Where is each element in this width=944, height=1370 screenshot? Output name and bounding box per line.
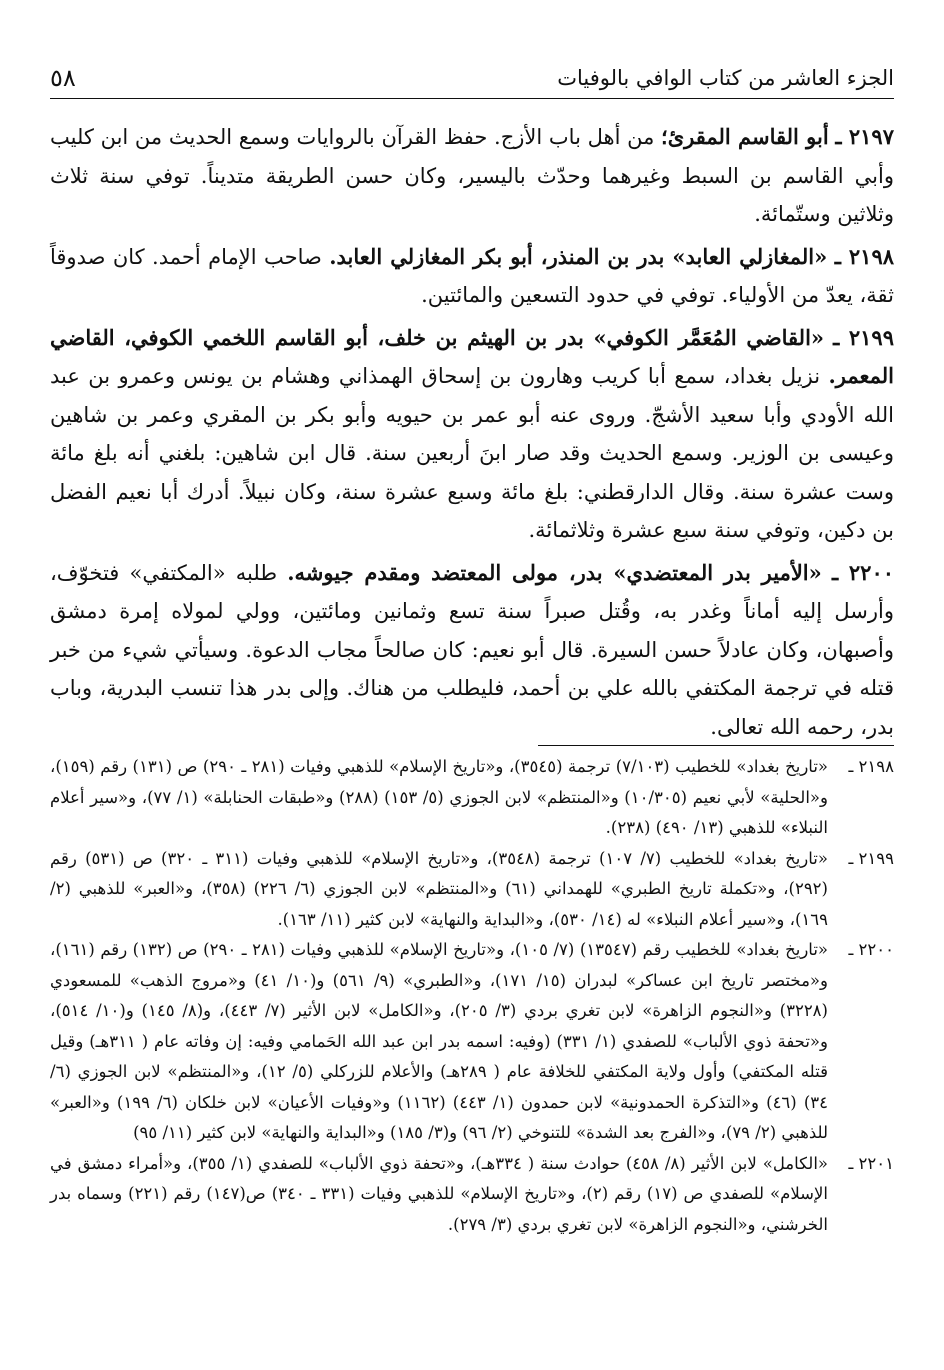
footnotes [50, 752, 894, 1240]
footnote-number: ٢١٩٨ ـ [848, 757, 894, 776]
entry-text: طلبه «المكتفي» فتخوّف، وأرسل إليه أماناً وغدر به، وقُتل صبراً سنة تسع وثمانين ومائتين، وولي لمولاه إمرة دمشق وأصبهان، وكان عادلاً حسن السيرة. قال أبو نعيم: كان صالحاً مجاب الدعوة. وسيأتي شيء من خبر قتله في ترجمة المكتفي بالله علي بن أحمد، فليطلب من هناك. وإلى بدر هذا تنسب البدرية، وباب بدر، رحمه الله تعالى. [50, 560, 894, 739]
biography-entry-2197 [50, 118, 894, 234]
biography-entry-2199 [50, 319, 894, 550]
entry-number: ٢١٩٩ ـ [833, 324, 894, 350]
entry-number: ٢١٩٨ ـ [834, 243, 895, 269]
entry-number: ٢٢٠٠ ـ [831, 559, 895, 585]
footnote-number: ٢٢٠٠ ـ [848, 940, 894, 959]
entry-name: أبو القاسم المقرئ؛ [661, 124, 829, 149]
entry-name: «الأمير بدر المعتضدي» بدر، مولى المعتضد ومقدم جيوشه. [287, 559, 822, 585]
entry-text: من أهل باب الأزج. حفظ القرآن بالروايات وسمع الحديث من ابن كليب وأبي القاسم بن السبط وغيرهما وحدّث باليسير، وكان حسن الطريقة متديناً. توفي سنة ثلاث وثلاثين وستّمائة. [50, 125, 894, 226]
page-header [50, 58, 894, 99]
biography-entry-2200 [50, 554, 894, 747]
footnote-text: «تاريخ بغداد» للخطيب (٧/ ١٠٧) ترجمة (٣٥٤٨)، و«تاريخ الإسلام» للذهبي وفيات (٣١١ ـ ٣٢٠) ص (٥٣١) رقم (٢٩٢)، و«تكملة تاريخ الطبري» للهمداني (٦١) و«المنتظم» لابن الجوزي (٦/ ٢٢٦) (٣٥٨)، و«العبر» للذهبي (٢/ ١٦٩)، و«سير أعلام النبلاء» له (١٤/ ٥٣٠)، و«البداية والنهاية» لابن كثير (١١/ ١٦٣). [50, 848, 828, 929]
footnote-separator [538, 745, 894, 746]
footnote-text: «الكامل» لابن الأثير (٨/ ٤٥٨) حوادث سنة ( ٣٣٤هـ)، و«تحفة ذوي الألباب» للصفدي (١/ ٣٥٥)، و«أمراء دمشق في الإسلام» للصفدي ص (١٧) رقم (٢)، و«تاريخ الإسلام» للذهبي وفيات (٣٣١ ـ ٣٤٠) ص(١٤٧) رقم (٢٢١) وسماه بدر الخرشني، و«النجوم الزاهرة» لابن تغري بردي (٣/ ٢٧٩). [50, 1153, 829, 1234]
footnote-2199 [50, 844, 894, 936]
main-text [50, 118, 894, 750]
entry-name: «المغازلي العابد» بدر بن المنذر، أبو بكر المغازلي العابد. [329, 243, 828, 269]
footnote-2201 [50, 1149, 894, 1241]
entry-text: نزيل بغداد، سمع أبا كريب وهارون بن إسحاق الهمذاني وهشام بن يونس وعمرو بن عبد الله الأودي وأبا سعيد الأشجّ. وروى عنه أبو عمر بن حيويه وأبو بكر بن المقري وعمر بن شاهين وعيسى بن الوزير. وسمع الحديث وقد صار ابنَ أربعين سنة. قال ابن شاهين: بلغني أنه بلغ مائة وست عشرة سنة. وقال الدارقطني: بلغ مائة وسبع عشرة سنة، وكان نبيلاً. أدرك أبا نعيم الفضل بن دكين، وتوفي سنة سبع عشرة وثلاثمائة. [50, 364, 894, 542]
footnote-text: «تاريخ بغداد» للخطيب (٧/١٠٣) ترجمة (٣٥٤٥)، و«تاريخ الإسلام» للذهبي وفيات (٢٨١ ـ ٢٩٠) ص (١٣١) رقم (١٥٩)، و«الحلية» لأبي نعيم (١٠/٣٠٥) و«المنتظم» لابن الجوزي (٥/ ١٥٣) (٢٨٨) و«طبقات الحنابلة» (١/ ٧٧)، و«سير أعلام النبلاء» للذهبي (١٣/ ٤٩٠) (٢٣٨). [50, 757, 829, 837]
entry-text: صاحب الإمام أحمد. كان صدوقاً ثقة، يعدّ من الأولياء. توفي في حدود التسعين والمائتين. [50, 244, 894, 307]
footnote-number: ٢١٩٩ ـ [848, 848, 894, 868]
footnote-number: ٢٢٠١ ـ [848, 1153, 894, 1173]
running-title: الجزء العاشر من كتاب الوافي بالوفيات [557, 66, 894, 90]
entry-number: ٢١٩٧ ـ [835, 124, 894, 149]
footnote-2198 [50, 752, 894, 844]
footnote-2200 [50, 935, 894, 1149]
biography-entry-2198 [50, 238, 894, 315]
entry-name: «القاضي المُعَمَّر الكوفي» بدر بن الهيثم بن خلف، أبو القاسم اللخمي الكوفي، القاضي المعمر. [50, 324, 894, 388]
page-number: ٥٨ [50, 64, 76, 92]
footnote-text: «تاريخ بغداد» للخطيب رقم (١٣٥٤٧) (٧/ ١٠٥)، و«تاريخ الإسلام» للذهبي وفيات (٢٨١ ـ ٢٩٠) ص (١٣٢) رقم (١٦١)، و«مختصر تاريخ ابن عساكر» لبدران (١٥/ ١٧١)، و«الطبري» (٩/ ٥٦١) و(١٠/ ٤١) و«مروج الذهب» للمسعودي (٣٢٢٨) و«النجوم الزاهرة» لابن تغري بردي (٣/ ٢٠٥)، و«الكامل» لابن الأثير (٧/ ٤٤٣)، و(٨/ ١٤٥) و(١٠/ ٥١٤)، و«تحفة ذوي الألباب» للصفدي (١/ ٣٣١) (وفيه: اسمه بدر ابن عبد الله الحَمامي وفيه: إن وفاته عام ( ٣١١هـ) وقيل قتله المكتفي) وأول ولاية المكتفي للخلافة عام ( ٢٨٩هـ) والأعلام للزركلي (٥/ ١٢)، و«المنتظم» لابن الجوزي (٦/ ٣٤) (٤٦) و«التذكرة الحمدونية» لابن حمدون (١/ ٤٤٣) (١١٦٢) و«وفيات الأعيان» لابن خلكان (٦/ ١٩٩) و«العبر» للذهبي (٢/ ٧٩)، و«الفرج بعد الشدة» للتنوخي (٢/ ٩٦) و(٣/ ١٨٥) و«البداية والنهاية» لابن كثير (١١/ ٩٥) [50, 940, 829, 1142]
